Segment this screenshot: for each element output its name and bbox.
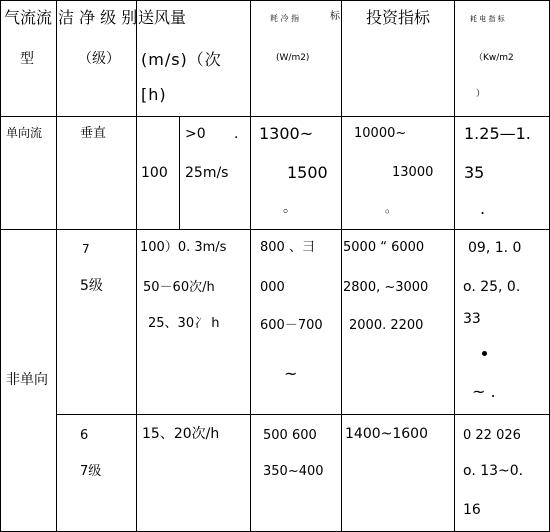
header-class-label: 洁 净 级 别 — [58, 8, 138, 27]
row-non-class-2: 5级 — [80, 278, 103, 294]
row-non-power-3: 33 — [463, 311, 481, 327]
row-uni-air-b1: >0 — [185, 126, 206, 142]
col-divider-class — [136, 0, 137, 532]
header-air-unit: (m/s)（次 — [141, 50, 222, 69]
col-divider-cool — [341, 0, 342, 532]
row-non-sub-class-1: 6 — [80, 428, 89, 443]
col-divider-air-split — [179, 116, 180, 229]
header-cool-label-b: 标 — [330, 11, 340, 22]
row-uni-air-b1-tail: . — [234, 126, 239, 142]
row-non-air-2: 50－60次/h — [143, 280, 215, 295]
row-non-class-1: 7 — [82, 242, 90, 256]
header-class-label-2: （级） — [78, 51, 120, 67]
row-non-sub-power-2: o. 13~0. — [463, 463, 524, 479]
row-uni-invest-3: 。 — [385, 201, 398, 215]
header-air-label: 送风量 — [138, 8, 187, 27]
row-uni-air-a: 100 — [141, 165, 168, 181]
header-power-unit-2: ） — [476, 89, 486, 99]
table-top-border — [0, 0, 550, 1]
header-bottom-border — [0, 116, 550, 117]
row-non-power-2: o. 25, 0. — [463, 279, 521, 295]
row-non-cool-3: 600－700 — [260, 318, 323, 333]
row-non-invest-1: 5000 “ 6000 — [343, 240, 425, 255]
row-non-cool-2: 000 — [260, 280, 285, 295]
row-uni-cool-3: 。 — [283, 200, 297, 216]
row-non-sub-power-1: 0 22 026 — [463, 428, 521, 443]
header-flow-label: 气流流 — [4, 8, 53, 27]
header-cool-label: 耗 冷 指 — [270, 14, 300, 23]
row-non-power-5: ~ . — [472, 382, 496, 401]
row-non-sub-cool-1: 500 600 — [263, 428, 317, 443]
row-uni-air-b2: 25m/s — [185, 165, 229, 181]
row-non-sub-cool-2: 350~400 — [263, 464, 324, 479]
row-non-sub-invest: 1400~1600 — [345, 426, 428, 442]
row-non-sub-air: 15、20次/h — [142, 426, 220, 442]
row-non-split-border — [56, 414, 550, 415]
row-non-cool-1: 800 、彐 — [260, 240, 315, 255]
row-non-flow: 非单向 — [6, 372, 48, 388]
row-non-invest-3: 2000. 2200 — [349, 318, 424, 333]
header-power-label: 耗 电 指 标 — [470, 15, 505, 23]
row-non-invest-2: 2800, ~3000 — [343, 280, 429, 295]
header-air-unit-2: [h) — [141, 85, 167, 104]
row-uni-cool-1: 1300~ — [259, 124, 314, 143]
row-non-sub-power-3: 16 — [463, 502, 481, 518]
col-divider-invest — [454, 0, 455, 532]
row-uni-flow: 单向流 — [6, 126, 43, 140]
row-uni-cool-2: 1500 — [287, 163, 328, 182]
header-cool-unit: (W/m2) — [276, 53, 310, 63]
row-uni-power-2: 35 — [464, 163, 485, 182]
row-non-air-3: 25、30冫 h — [148, 316, 220, 331]
row-non-air-1: 100）0. 3m/s — [140, 240, 227, 255]
table-left-border — [0, 0, 1, 532]
row-uni-power-3: . — [480, 199, 486, 218]
row-non-cool-4: ~ — [284, 364, 298, 383]
row-non-power-bullet — [482, 351, 487, 356]
header-flow-label-2: 型 — [20, 51, 34, 67]
header-power-unit: （Kw/m2 — [474, 53, 514, 63]
row-non-power-1: 09, 1. 0 — [468, 240, 522, 256]
row-non-sub-class-2: 7级 — [80, 464, 102, 479]
row-uni-power-1: 1.25—1. — [464, 124, 531, 143]
row-uni-invest-2: 13000 — [392, 165, 434, 180]
row-uni-invest-1: 10000~ — [354, 126, 407, 141]
col-divider-air — [250, 0, 251, 532]
row-uni-bottom-border — [0, 229, 550, 230]
row-uni-class: 垂直 — [80, 126, 107, 141]
header-invest-label: 投资指标 — [366, 8, 431, 27]
col-divider-flow — [56, 0, 57, 532]
